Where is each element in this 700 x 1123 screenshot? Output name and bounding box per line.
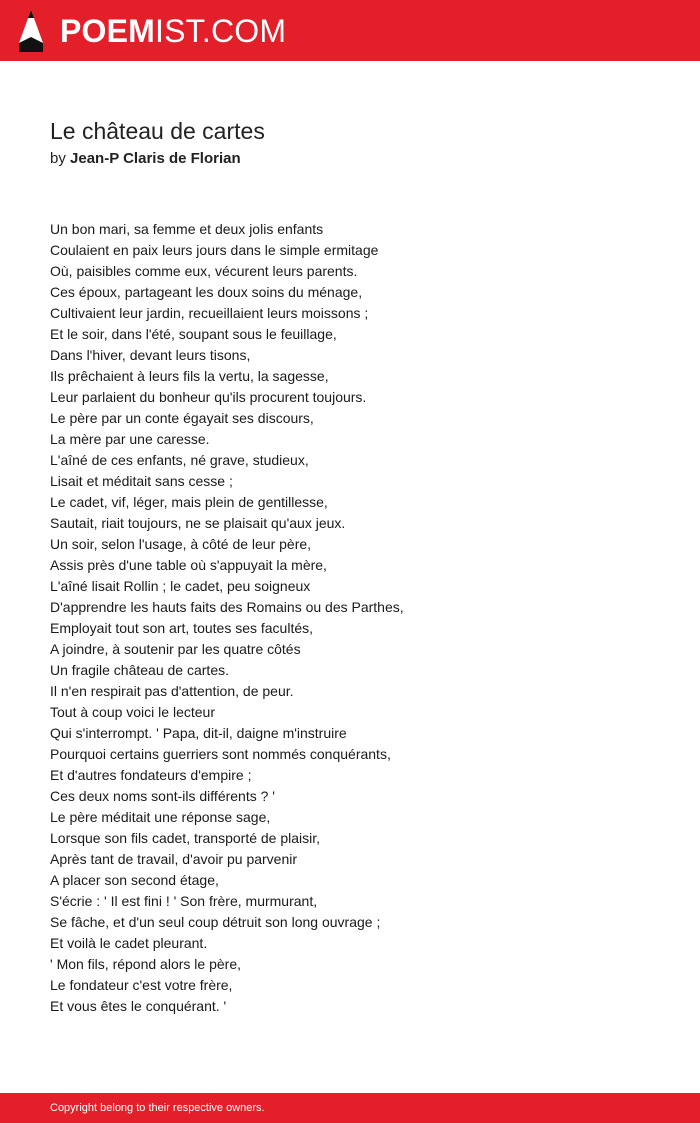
poem-author: Jean-P Claris de Florian xyxy=(70,150,241,167)
brand-name-thin: IST.COM xyxy=(155,13,287,49)
poem-line: Le fondateur c'est votre frère, xyxy=(50,977,233,993)
poem-body xyxy=(50,219,660,1017)
poem-line: Se fâche, et d'un seul coup détruit son long ouvrage ; xyxy=(50,914,381,930)
brand-name xyxy=(60,9,286,53)
poem-line: ' Mon fils, répond alors le père, xyxy=(50,956,241,972)
site-logo[interactable] xyxy=(18,9,286,53)
copyright-notice: Copyright belong to their respective owners. xyxy=(50,1102,265,1114)
poem-line: A placer son second étage, xyxy=(50,872,219,888)
poem-line: Un soir, selon l'usage, à côté de leur père, xyxy=(50,536,312,552)
poem-byline xyxy=(50,149,241,169)
brand-name-bold: POEM xyxy=(60,13,156,49)
poem-line: Ces deux noms sont-ils différents ? ' xyxy=(50,788,275,804)
poem-line: Ces époux, partageant les doux soins du ménage, xyxy=(50,284,363,300)
pencil-icon xyxy=(18,9,44,53)
poem-line: Et vous êtes le conquérant. ' xyxy=(50,998,227,1014)
poem-line: Cultivaient leur jardin, recueillaient leurs moissons ; xyxy=(50,305,369,321)
poem-line: L'aîné de ces enfants, né grave, studieux, xyxy=(50,452,309,468)
by-label: by xyxy=(50,150,66,167)
poem-line: A joindre, à soutenir par les quatre côtés xyxy=(50,641,301,657)
poem-line: Assis près d'une table où s'appuyait la mère, xyxy=(50,557,327,573)
poem-line: Et voilà le cadet pleurant. xyxy=(50,935,208,951)
poem-line: Un bon mari, sa femme et deux jolis enfants xyxy=(50,221,324,237)
poem-line: Après tant de travail, d'avoir pu parvenir xyxy=(50,851,298,867)
poem-line: Où, paisibles comme eux, vécurent leurs parents. xyxy=(50,263,358,279)
poem-line: Et d'autres fondateurs d'empire ; xyxy=(50,767,252,783)
poem-line: Dans l'hiver, devant leurs tisons, xyxy=(50,347,251,363)
poem-line: Leur parlaient du bonheur qu'ils procurent toujours. xyxy=(50,389,367,405)
poem-line: Sautait, riait toujours, ne se plaisait qu'aux jeux. xyxy=(50,515,346,531)
poem-line: La mère par une caresse. xyxy=(50,431,210,447)
poem-line: Ils prêchaient à leurs fils la vertu, la sagesse, xyxy=(50,368,329,384)
site-header xyxy=(0,0,700,61)
poem-line: Tout à coup voici le lecteur xyxy=(50,704,215,720)
poem-line: Employait tout son art, toutes ses facultés, xyxy=(50,620,314,636)
poem-line: Pourquoi certains guerriers sont nommés conquérants, xyxy=(50,746,391,762)
poem-line: Le père par un conte égayait ses discours, xyxy=(50,410,314,426)
poem-line: Un fragile château de cartes. xyxy=(50,662,229,678)
poem-line: L'aîné lisait Rollin ; le cadet, peu soigneux xyxy=(50,578,311,594)
site-footer xyxy=(0,1093,700,1123)
poem-line: Le cadet, vif, léger, mais plein de gentillesse, xyxy=(50,494,328,510)
poem-line: Qui s'interrompt. ' Papa, dit-il, daigne m'instruire xyxy=(50,725,347,741)
poem-line: Il n'en respirait pas d'attention, de peur. xyxy=(50,683,294,699)
poem-line: Coulaient en paix leurs jours dans le simple ermitage xyxy=(50,242,379,258)
poem-line: Le père méditait une réponse sage, xyxy=(50,809,271,825)
poem-line: S'écrie : ' Il est fini ! ' Son frère, murmurant, xyxy=(50,893,318,909)
poem-line: Et le soir, dans l'été, soupant sous le feuillage, xyxy=(50,326,337,342)
poem-line: D'apprendre les hauts faits des Romains ou des Parthes, xyxy=(50,599,404,615)
poem-line: Lisait et méditait sans cesse ; xyxy=(50,473,233,489)
poem-line: Lorsque son fils cadet, transporté de plaisir, xyxy=(50,830,321,846)
poem-title: Le château de cartes xyxy=(50,118,265,144)
